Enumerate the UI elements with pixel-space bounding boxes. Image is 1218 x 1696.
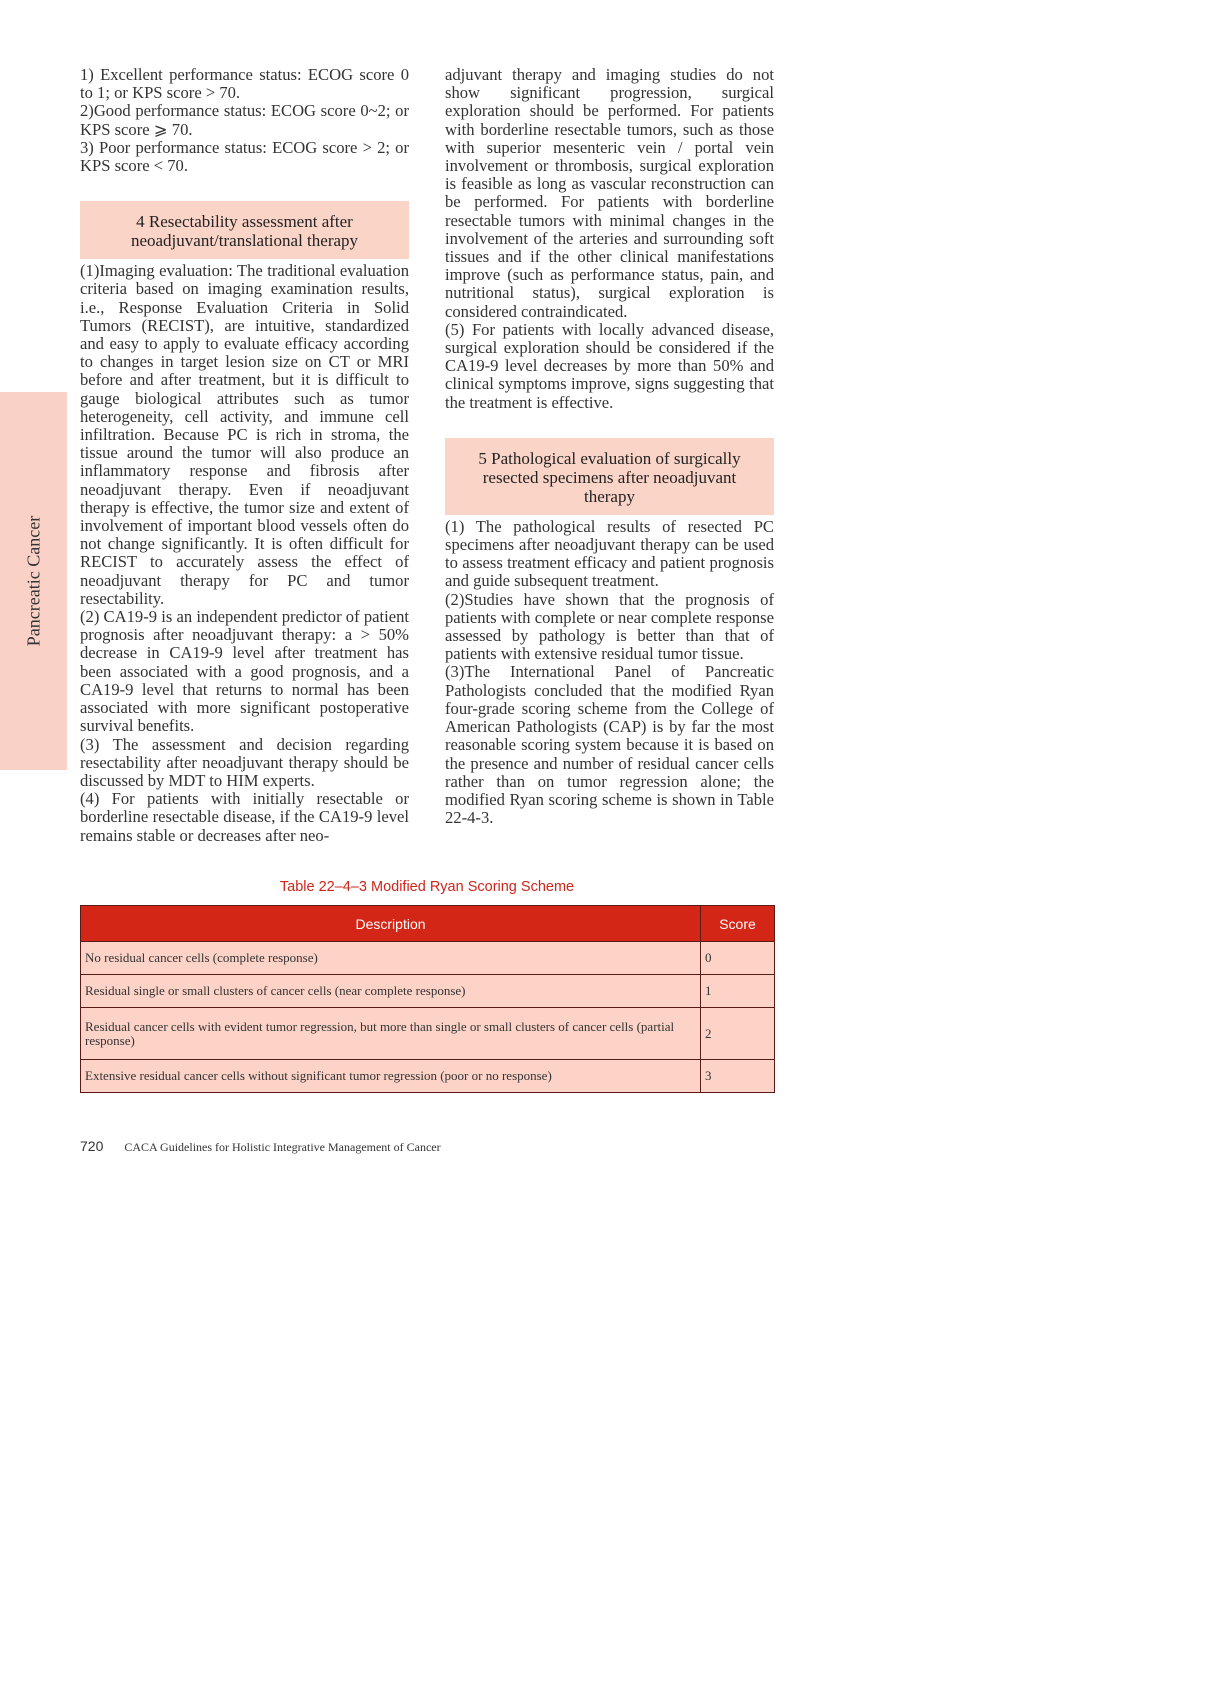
intro-paragraph: 3) Poor performance status: ECOG score > 2; or KPS score < 70. (80, 137, 409, 176)
intro-paragraph: 1) Excellent performance status: ECOG score 0 to 1; or KPS score > 70. (80, 65, 409, 103)
heading-line: neoadjuvant/translational therapy (130, 231, 359, 251)
table-header-row (81, 906, 775, 942)
body-paragraph: (3)The International Panel of Pancreatic Pathologists concluded that the modified Ryan four-grade scoring scheme from the College of American Pathologists (CAP) is by far the most reasonable scoring system because it is based on the presence and number of residual cancer cells rather than on tumor regression alone; the modified Ryan scoring scheme is shown in Table 22-4-3. (445, 662, 774, 828)
right-column (445, 66, 774, 827)
section-heading-5 (445, 438, 774, 515)
table-cell-score: 1 (701, 975, 775, 1008)
column-header-description: Description (81, 906, 701, 942)
side-tab-label: Pancreatic Cancer (23, 515, 43, 647)
body-paragraph: (2) CA19-9 is an independent predictor of patient prognosis after neoadjuvant therapy: a > 50% decrease in CA19-9 level after treatment has been associated with a good prognosis, and a CA19-9 level that returns to normal has been associated with more significant postoperative survival benefits. (80, 607, 409, 736)
table-cell-description: Extensive residual cancer cells without significant tumor regression (poor or no response) (81, 1060, 701, 1093)
table-cell-score: 0 (701, 942, 775, 975)
body-paragraph: (2)Studies have shown that the prognosis of patients with complete or near complete response assessed by pathology is better than that of patients with extensive residual tumor tissue. (445, 589, 774, 664)
table-cell-score: 3 (701, 1060, 775, 1093)
heading-line: 4 Resectability assessment after (136, 212, 353, 232)
intro-paragraph: 2)Good performance status: ECOG score 0~2; or KPS score ⩾ 70. (80, 101, 409, 139)
column-header-score: Score (701, 906, 775, 942)
table-cell-description: No residual cancer cells (complete response) (81, 942, 701, 975)
body-paragraph: (5) For patients with locally advanced disease, surgical exploration should be considered if the CA19-9 level decreases by more than 50% and clinical symptoms improve, signs suggesting that the treatment is effective. (445, 319, 774, 412)
body-paragraph: (4) For patients with initially resectable or borderline resectable disease, if the CA19-9 level remains stable or decreases after neo- (80, 789, 409, 845)
heading-line: therapy (584, 486, 635, 506)
body-paragraph: (1) The pathological results of resected PC specimens after neoadjuvant therapy can be used to assess treatment efficacy and patient prognosis and guide subsequent treatment. (445, 516, 774, 591)
table-row (81, 1060, 775, 1093)
left-column (80, 66, 409, 845)
body-paragraph: adjuvant therapy and imaging studies do not show significant progression, surgical exploration should be performed. For patients with borderline resectable tumors, such as those with superior mesenteric vein / portal vein involvement or thrombosis, surgical exploration is feasible as long as vascular reconstruction can be performed. For patients with borderline resectable tumors with minimal changes in the involvement of the arteries and surrounding soft tissues and if the other clinical manifestations improve (such as performance status, pain, and nutritional status), surgical exploration is considered contraindicated. (445, 65, 774, 321)
table-row (81, 975, 775, 1008)
table-caption: Table 22–4–3 Modified Ryan Scoring Scheme (279, 879, 575, 895)
body-paragraph: (1)Imaging evaluation: The traditional evaluation criteria based on imaging examination results, i.e., Response Evaluation Criteria in Solid Tumors (RECIST), are intuitive, standardized and easy to apply to evaluate efficacy according to changes in target lesion size on CT or MRI before and after treatment, but it is difficult to gauge biological attributes such as tumor heterogeneity, cell activity, and immune cell infiltration. Because PC is rich in stroma, the tissue around the tumor will also produce an inflammatory response and fibrosis after neoadjuvant therapy. Even if neoadjuvant therapy is effective, the tumor size and extent of involvement of important blood vessels often do not change significantly. It is often difficult for RECIST to accurately assess the effect of neoadjuvant therapy for PC and tumor resectability. (80, 261, 409, 608)
section-heading-4 (80, 201, 409, 259)
page-footer (80, 1138, 441, 1155)
section-side-tab (0, 392, 67, 770)
table-cell-description: Residual single or small clusters of cancer cells (near complete response) (81, 975, 701, 1008)
heading-line: resected specimens after neoadjuvant (482, 467, 737, 487)
heading-line: 5 Pathological evaluation of surgically (478, 448, 741, 468)
page-number: 720 (80, 1138, 104, 1154)
table-cell-score: 2 (701, 1008, 775, 1060)
book-title: CACA Guidelines for Holistic Integrative Management of Cancer (124, 1140, 441, 1154)
table-row (81, 942, 775, 975)
ryan-scoring-table (80, 905, 775, 1093)
body-paragraph: (3) The assessment and decision regarding resectability after neoadjuvant therapy should be discussed by MDT to HIM experts. (80, 734, 409, 790)
table-cell-description: Residual cancer cells with evident tumor regression, but more than single or small clusters of cancer cells (partial response) (81, 1008, 701, 1060)
table-row (81, 1008, 775, 1060)
